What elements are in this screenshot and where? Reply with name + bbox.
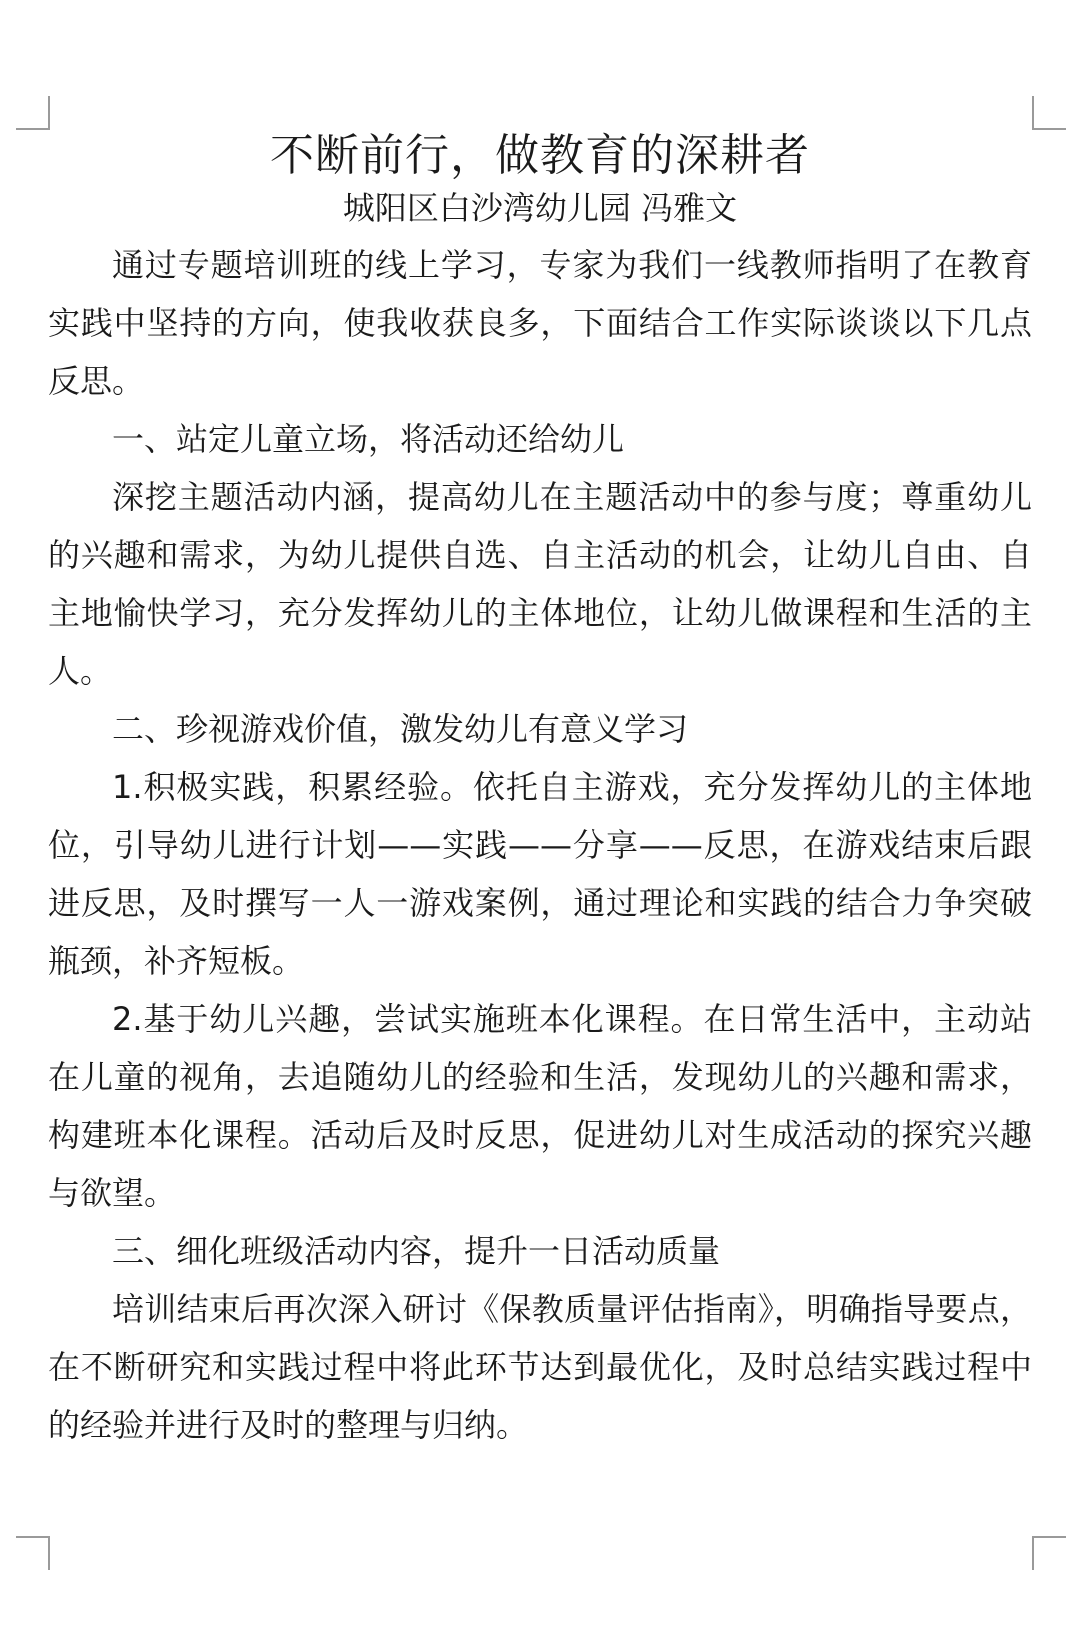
paragraph-intro: 通过专题培训班的线上学习，专家为我们一线教师指明了在教育实践中坚持的方向，使我收获良多，下面结合工作实际谈谈以下几点反思。 bbox=[48, 246, 1032, 400]
paragraph-section-3: 培训结束后再次深入研讨《保教质量评估指南》，明确指导要点，在不断研究和实践过程中将此环节达到最优化，及时总结实践过程中的经验并进行及时的整理与归纳。 bbox=[48, 1290, 1032, 1444]
document-author: 城阳区白沙湾幼儿园 冯雅文 bbox=[342, 189, 738, 227]
page-corner-mark-bottom-right bbox=[1032, 1536, 1066, 1570]
paragraph-section-2-item-2: 2.基于幼儿兴趣，尝试实施班本化课程。在日常生活中，主动站在儿童的视角，去追随幼儿的经验和生活，发现幼儿的兴趣和需求，构建班本化课程。活动后及时反思，促进幼儿对生成活动的探究兴趣与欲望。 bbox=[48, 1000, 1032, 1212]
heading-section-1: 一、站定儿童立场，将活动还给幼儿 bbox=[112, 420, 625, 458]
page-corner-mark-top-right bbox=[1032, 96, 1066, 130]
page-corner-mark-top-left bbox=[16, 96, 50, 130]
paragraph-section-1: 深挖主题活动内涵，提高幼儿在主题活动中的参与度；尊重幼儿的兴趣和需求，为幼儿提供自选、自主活动的机会，让幼儿自由、自主地愉快学习，充分发挥幼儿的主体地位，让幼儿做课程和生活的主人。 bbox=[48, 478, 1032, 690]
document-page bbox=[48, 128, 1032, 1454]
paragraph-section-2-item-1: 1.积极实践，积累经验。依托自主游戏，充分发挥幼儿的主体地位，引导幼儿进行计划——实践——分享——反思，在游戏结束后跟进反思，及时撰写一人一游戏案例，通过理论和实践的结合力争突破瓶颈，补齐短板。 bbox=[48, 768, 1032, 980]
heading-section-3: 三、细化班级活动内容，提升一日活动质量 bbox=[112, 1232, 721, 1270]
document-title: 不断前行，做教育的深耕者 bbox=[270, 130, 810, 181]
page-corner-mark-bottom-left bbox=[16, 1536, 50, 1570]
heading-section-2: 二、珍视游戏价值，激发幼儿有意义学习 bbox=[112, 710, 689, 748]
